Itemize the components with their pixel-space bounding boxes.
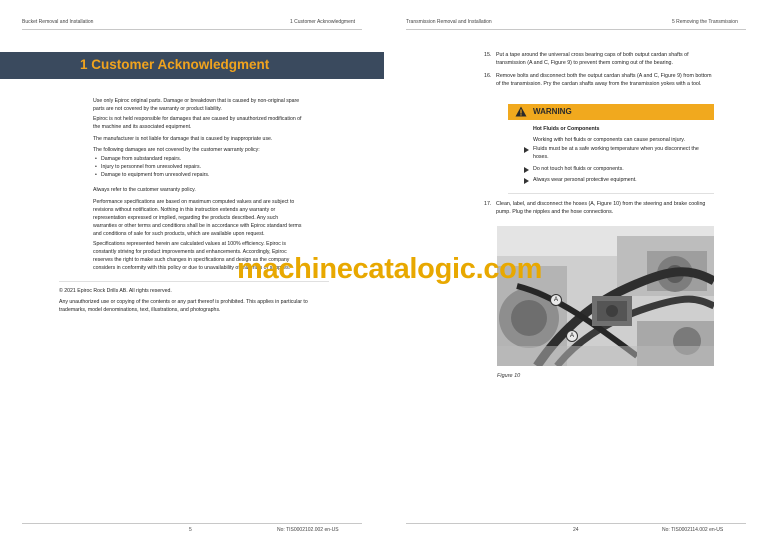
warning-triangle-icon — [515, 106, 527, 117]
paragraph-performance-specs: Performance specifications are based on maximum computed values and are subject to revisions without notification. Nothing in this instruction extends any warranty or representation expressed or implied, regarding the products described. Any such warranties or other terms and conditions shall be in accordance with Epiroc standard terms and conditions of sale for such products, which are available upon request. — [93, 199, 302, 237]
header-divider — [22, 29, 362, 30]
copyright-line: © 2021 Epiroc Rock Drills AB. All rights reserved. — [59, 288, 172, 294]
step-number: 17. — [484, 201, 492, 207]
chapter-title: 1 Customer Acknowledgment — [80, 57, 270, 72]
header-right-title: 5 Removing the Transmission — [672, 19, 738, 25]
list-item: • Injury to personnel from unresolved repairs. — [93, 163, 303, 171]
step-16 — [484, 73, 714, 89]
paragraph-refer-policy: Always refer to the customer warranty policy. — [93, 187, 196, 193]
arrow-icon — [524, 178, 529, 184]
warranty-exclusions-list — [93, 155, 303, 179]
watermark: machinecatalogic.com — [237, 253, 543, 285]
step-17 — [484, 201, 714, 217]
paragraph-not-covered: The following damages are not covered by the customer warranty policy: — [93, 147, 260, 153]
machinery-illustration — [497, 226, 714, 366]
page-number: 5 — [189, 527, 192, 533]
paragraph-inappropriate-use: The manufacturer is not liable for damage that is caused by inappropriate use. — [93, 136, 273, 142]
paragraph-modification: Epiroc is not held responsible for damages that are caused by unauthorized modification of the machine and its associated equipment. — [93, 116, 302, 130]
header-right-title: 1 Customer Acknowledgment — [290, 19, 356, 25]
figure-10-photo — [497, 226, 714, 366]
step-text: Put a tape around the universal cross bearing caps of both output cardan shafts of transmission (A and C, Figure 9) to prevent them coming out of the bearing. — [496, 52, 689, 66]
step-text: Clean, label, and disconnect the hoses (A, Figure 10) from the steering and brake cooling pump. Plug the nipples and the hose connections. — [496, 201, 706, 215]
paragraph-original-parts: Use only Epiroc original parts. Damage or breakdown that is caused by non-original spare parts are not covered by the warranty or product liability. — [93, 98, 300, 112]
arrow-icon — [524, 147, 529, 153]
footer-divider — [22, 523, 362, 524]
copyright-notice: Any unauthorized use or copying of the contents or any part thereof is prohibited. This applies in particular to trademarks, model denominations, text, illustrations, and photographs. — [59, 299, 308, 313]
warning-item: Always wear personal protective equipment. — [524, 177, 709, 185]
figure-caption: Figure 10 — [497, 373, 521, 379]
warning-item: Do not touch hot fluids or components. — [524, 166, 709, 174]
warning-item: Fluids must be at a safe working temperature when you disconnect the hoses. — [524, 146, 709, 162]
list-item: • Damage to equipment from unresolved repairs. — [93, 171, 303, 179]
step-number: 16. — [484, 73, 492, 79]
document-number: No: TIS0002102.002 en-US — [277, 527, 339, 533]
list-item: • Damage from substandard repairs. — [93, 155, 303, 163]
callout-a: A — [550, 294, 562, 306]
step-number: 15. — [484, 52, 492, 58]
step-text: Remove bolts and disconnect both the output cardan shafts (A and C, Figure 9) from bottom of the transmission. Pry the cardan shafts away from the transmission yokes with a tool. — [496, 73, 712, 87]
footer-divider — [406, 523, 746, 524]
callout-a: A — [566, 330, 578, 342]
header-left-title: Transmission Removal and Installation — [406, 19, 492, 25]
paragraph-efficiency-specs: Specifications represented herein are calculated values at 100% efficiency. Epiroc is constantly striving for product improvements and enhancements. Accordingly, Epiroc reserves the right to make such changes in specifications and design as the company considers in conformity with this policy or due to unavailability of materials or supplies. — [93, 241, 291, 271]
warning-subtitle: Hot Fluids or Components — [533, 126, 600, 132]
arrow-icon — [524, 167, 529, 173]
document-number: No: TIS0002114.002 en-US — [662, 527, 724, 533]
warning-title: WARNING — [533, 107, 572, 116]
page-number: 24 — [573, 527, 579, 533]
step-15 — [484, 52, 714, 68]
header-left-title: Bucket Removal and Installation — [22, 19, 94, 25]
warning-intro: Working with hot fluids or components can cause personal injury. — [533, 137, 686, 143]
header-divider — [406, 29, 746, 30]
